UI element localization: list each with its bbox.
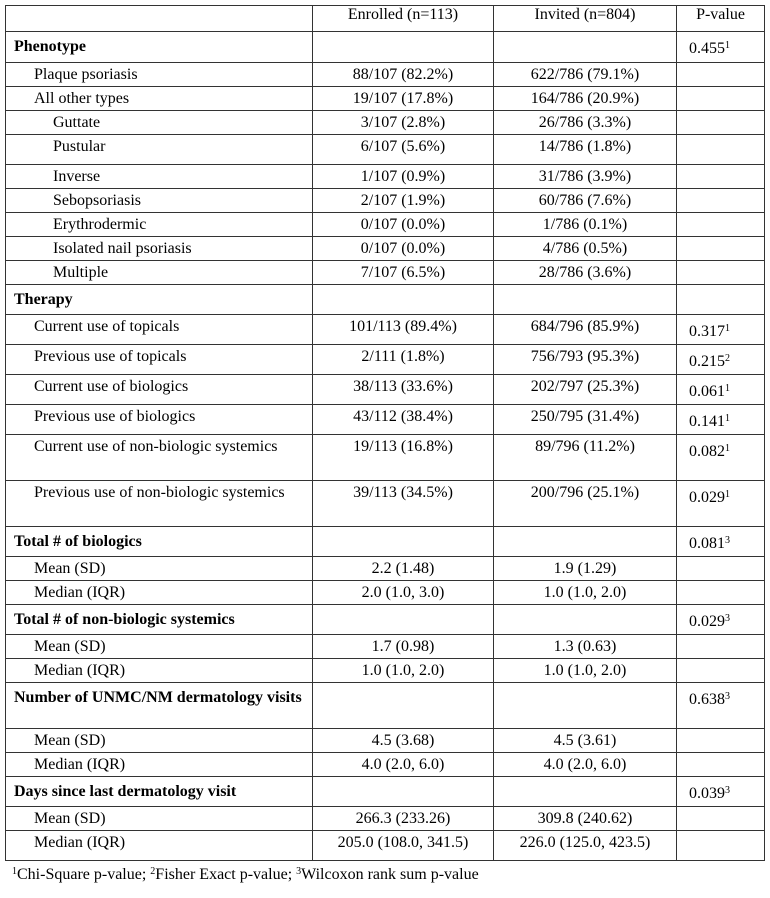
invited-cell: 26/786 (3.3%) xyxy=(494,111,677,135)
p-value-cell xyxy=(677,777,765,807)
p-value-footnote-marker: 1 xyxy=(725,443,730,454)
footnote-text: Wilcoxon rank sum p-value xyxy=(301,866,479,883)
p-value-cell xyxy=(677,111,765,135)
row-label: Median (IQR) xyxy=(6,831,313,861)
p-value-cell xyxy=(677,635,765,659)
invited-cell: 200/796 (25.1%) xyxy=(494,481,677,527)
enrolled-cell: 19/107 (17.8%) xyxy=(313,87,494,111)
p-value-text: 0.029 xyxy=(689,489,725,506)
invited-cell: 28/786 (3.6%) xyxy=(494,261,677,285)
table-row xyxy=(6,831,765,861)
p-value-text: 0.061 xyxy=(689,383,725,400)
enrolled-cell: 1.0 (1.0, 2.0) xyxy=(313,659,494,683)
enrolled-cell: 1/107 (0.9%) xyxy=(313,165,494,189)
enrolled-cell xyxy=(313,285,494,315)
p-value-text: 0.082 xyxy=(689,443,725,460)
table-row xyxy=(6,729,765,753)
enrolled-cell: 88/107 (82.2%) xyxy=(313,63,494,87)
header-label-cell xyxy=(6,6,313,32)
p-value-cell xyxy=(677,375,765,405)
header-enrolled: Enrolled (n=113) xyxy=(313,6,494,32)
row-label: Median (IQR) xyxy=(6,753,313,777)
p-value-text: 0.455 xyxy=(689,40,725,57)
p-value-footnote-marker: 1 xyxy=(725,40,730,51)
footnote xyxy=(12,866,479,884)
row-label: Current use of biologics xyxy=(6,375,313,405)
invited-cell: 89/796 (11.2%) xyxy=(494,435,677,481)
p-value-footnote-marker: 1 xyxy=(725,413,730,424)
section-row xyxy=(6,285,765,315)
table-row xyxy=(6,753,765,777)
enrolled-cell: 0/107 (0.0%) xyxy=(313,237,494,261)
enrolled-cell xyxy=(313,527,494,557)
invited-cell xyxy=(494,527,677,557)
section-row xyxy=(6,777,765,807)
invited-cell: 1.9 (1.29) xyxy=(494,557,677,581)
enrolled-cell: 19/113 (16.8%) xyxy=(313,435,494,481)
enrolled-cell: 101/113 (89.4%) xyxy=(313,315,494,345)
enrolled-cell: 2.0 (1.0, 3.0) xyxy=(313,581,494,605)
p-value-footnote-marker: 3 xyxy=(725,613,730,624)
invited-cell: 4.5 (3.61) xyxy=(494,729,677,753)
row-label: Isolated nail psoriasis xyxy=(6,237,313,261)
p-value-cell xyxy=(677,683,765,729)
invited-cell xyxy=(494,683,677,729)
invited-cell: 756/793 (95.3%) xyxy=(494,345,677,375)
table-row xyxy=(6,315,765,345)
table-row xyxy=(6,345,765,375)
p-value-cell xyxy=(677,345,765,375)
invited-cell: 622/786 (79.1%) xyxy=(494,63,677,87)
invited-cell: 164/786 (20.9%) xyxy=(494,87,677,111)
p-value-cell xyxy=(677,261,765,285)
footnote-text: Chi-Square p-value; xyxy=(17,866,151,883)
row-label: Mean (SD) xyxy=(6,807,313,831)
p-value-cell xyxy=(677,32,765,63)
section-row xyxy=(6,683,765,729)
comparison-table xyxy=(5,5,765,861)
enrolled-cell: 1.7 (0.98) xyxy=(313,635,494,659)
invited-cell: 1.0 (1.0, 2.0) xyxy=(494,581,677,605)
enrolled-cell: 7/107 (6.5%) xyxy=(313,261,494,285)
table-row xyxy=(6,135,765,165)
invited-cell: 31/786 (3.9%) xyxy=(494,165,677,189)
p-value-cell xyxy=(677,135,765,165)
footnote-text: Fisher Exact p-value; xyxy=(155,866,297,883)
row-label: Total # of biologics xyxy=(6,527,313,557)
enrolled-cell: 2.2 (1.48) xyxy=(313,557,494,581)
table-row xyxy=(6,481,765,527)
enrolled-cell: 39/113 (34.5%) xyxy=(313,481,494,527)
invited-cell: 1/786 (0.1%) xyxy=(494,213,677,237)
p-value-cell xyxy=(677,213,765,237)
p-value-cell xyxy=(677,315,765,345)
row-label: Phenotype xyxy=(6,32,313,63)
row-label: Current use of non-biologic systemics xyxy=(6,435,313,481)
p-value-footnote-marker: 1 xyxy=(725,383,730,394)
enrolled-cell: 4.0 (2.0, 6.0) xyxy=(313,753,494,777)
row-label: Therapy xyxy=(6,285,313,315)
row-label: Current use of topicals xyxy=(6,315,313,345)
p-value-text: 0.638 xyxy=(689,691,725,708)
p-value-cell xyxy=(677,605,765,635)
row-label: All other types xyxy=(6,87,313,111)
p-value-cell xyxy=(677,189,765,213)
table-row xyxy=(6,111,765,135)
row-label: Erythrodermic xyxy=(6,213,313,237)
enrolled-cell: 2/111 (1.8%) xyxy=(313,345,494,375)
table-row xyxy=(6,635,765,659)
section-row xyxy=(6,605,765,635)
table-body xyxy=(6,32,765,861)
p-value-footnote-marker: 2 xyxy=(725,353,730,364)
row-label: Plaque psoriasis xyxy=(6,63,313,87)
enrolled-cell xyxy=(313,32,494,63)
invited-cell xyxy=(494,777,677,807)
p-value-cell xyxy=(677,87,765,111)
invited-cell: 1.0 (1.0, 2.0) xyxy=(494,659,677,683)
table-row xyxy=(6,213,765,237)
p-value-cell xyxy=(677,581,765,605)
p-value-cell xyxy=(677,729,765,753)
invited-cell: 60/786 (7.6%) xyxy=(494,189,677,213)
invited-cell: 1.3 (0.63) xyxy=(494,635,677,659)
table-row xyxy=(6,405,765,435)
invited-cell xyxy=(494,285,677,315)
p-value-cell xyxy=(677,807,765,831)
p-value-footnote-marker: 1 xyxy=(725,489,730,500)
table-row xyxy=(6,557,765,581)
footnote-marker: 1 xyxy=(12,866,17,877)
section-row xyxy=(6,32,765,63)
enrolled-cell: 4.5 (3.68) xyxy=(313,729,494,753)
row-label: Sebopsoriasis xyxy=(6,189,313,213)
table-row xyxy=(6,807,765,831)
p-value-text: 0.029 xyxy=(689,613,725,630)
p-value-text: 0.081 xyxy=(689,535,725,552)
footnote-marker: 2 xyxy=(150,866,156,877)
row-label: Previous use of topicals xyxy=(6,345,313,375)
enrolled-cell: 266.3 (233.26) xyxy=(313,807,494,831)
invited-cell: 250/795 (31.4%) xyxy=(494,405,677,435)
invited-cell: 309.8 (240.62) xyxy=(494,807,677,831)
row-label: Guttate xyxy=(6,111,313,135)
p-value-footnote-marker: 3 xyxy=(725,785,730,796)
footnote-marker: 3 xyxy=(296,866,302,877)
p-value-text: 0.317 xyxy=(689,323,725,340)
table-row xyxy=(6,189,765,213)
p-value-cell xyxy=(677,557,765,581)
invited-cell: 202/797 (25.3%) xyxy=(494,375,677,405)
enrolled-cell: 0/107 (0.0%) xyxy=(313,213,494,237)
p-value-footnote-marker: 3 xyxy=(725,691,730,702)
invited-cell: 14/786 (1.8%) xyxy=(494,135,677,165)
p-value-cell xyxy=(677,527,765,557)
enrolled-cell: 38/113 (33.6%) xyxy=(313,375,494,405)
section-row xyxy=(6,527,765,557)
p-value-cell xyxy=(677,831,765,861)
enrolled-cell: 205.0 (108.0, 341.5) xyxy=(313,831,494,861)
row-label: Mean (SD) xyxy=(6,729,313,753)
invited-cell: 4.0 (2.0, 6.0) xyxy=(494,753,677,777)
row-label: Number of UNMC/NM dermatology visits xyxy=(6,683,313,729)
table-row xyxy=(6,659,765,683)
p-value-footnote-marker: 1 xyxy=(725,323,730,334)
row-label: Multiple xyxy=(6,261,313,285)
invited-cell: 684/796 (85.9%) xyxy=(494,315,677,345)
p-value-cell xyxy=(677,237,765,261)
p-value-cell xyxy=(677,405,765,435)
p-value-cell xyxy=(677,753,765,777)
p-value-footnote-marker: 3 xyxy=(725,535,730,546)
row-label: Mean (SD) xyxy=(6,557,313,581)
p-value-cell xyxy=(677,165,765,189)
enrolled-cell: 3/107 (2.8%) xyxy=(313,111,494,135)
enrolled-cell xyxy=(313,683,494,729)
row-label: Total # of non-biologic systemics xyxy=(6,605,313,635)
header-invited: Invited (n=804) xyxy=(494,6,677,32)
invited-cell xyxy=(494,605,677,635)
enrolled-cell xyxy=(313,777,494,807)
p-value-cell xyxy=(677,659,765,683)
enrolled-cell: 6/107 (5.6%) xyxy=(313,135,494,165)
header-row xyxy=(6,6,765,32)
table-row xyxy=(6,237,765,261)
table-row xyxy=(6,63,765,87)
p-value-text: 0.141 xyxy=(689,413,725,430)
table-row xyxy=(6,435,765,481)
table-row xyxy=(6,581,765,605)
p-value-cell xyxy=(677,481,765,527)
p-value-cell xyxy=(677,63,765,87)
invited-cell xyxy=(494,32,677,63)
p-value-cell xyxy=(677,435,765,481)
enrolled-cell: 2/107 (1.9%) xyxy=(313,189,494,213)
row-label: Median (IQR) xyxy=(6,659,313,683)
row-label: Inverse xyxy=(6,165,313,189)
enrolled-cell xyxy=(313,605,494,635)
invited-cell: 4/786 (0.5%) xyxy=(494,237,677,261)
row-label: Median (IQR) xyxy=(6,581,313,605)
table-row xyxy=(6,375,765,405)
enrolled-cell: 43/112 (38.4%) xyxy=(313,405,494,435)
p-value-text: 0.039 xyxy=(689,785,725,802)
row-label: Previous use of biologics xyxy=(6,405,313,435)
table-row xyxy=(6,87,765,111)
row-label: Mean (SD) xyxy=(6,635,313,659)
invited-cell: 226.0 (125.0, 423.5) xyxy=(494,831,677,861)
row-label: Pustular xyxy=(6,135,313,165)
table-row xyxy=(6,261,765,285)
table-row xyxy=(6,165,765,189)
p-value-text: 0.215 xyxy=(689,353,725,370)
header-p-value: P-value xyxy=(677,6,765,32)
row-label: Previous use of non-biologic systemics xyxy=(6,481,313,527)
p-value-cell xyxy=(677,285,765,315)
row-label: Days since last dermatology visit xyxy=(6,777,313,807)
